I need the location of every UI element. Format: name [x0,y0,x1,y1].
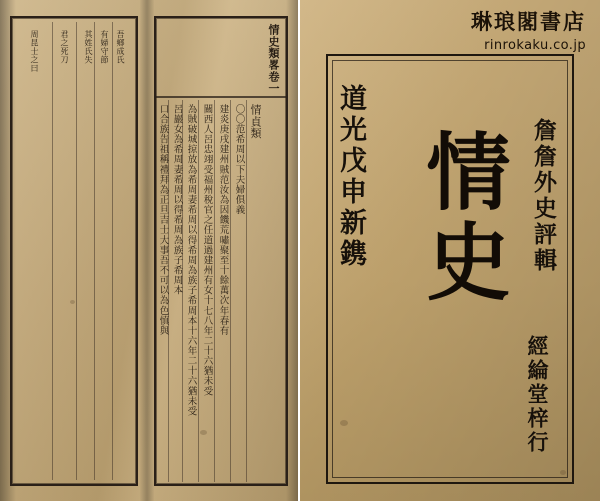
text-column: 其姓氏失 [84,30,93,64]
paper-speck [200,430,207,435]
section-title: 情貞類 [249,104,262,139]
paper-speck [340,420,348,426]
text-column: 吾鄉成氏 [116,30,125,64]
text-column: 君之死刀 [60,30,69,64]
text-column: 有婦守節 [100,30,109,64]
column-rule [182,100,183,482]
text-column: 口合族告祖稱禮拜為正旦吉士大事吾不可以為色慎與 [157,104,169,336]
column-rule [214,100,215,482]
text-column: 為賊破城掠放為希周妻希周以得希周為族子希周本十六年二十六猶未受 [185,104,197,417]
column-rule [52,22,53,480]
book-text-pages-photo [0,0,298,501]
page-gutter [140,0,154,501]
column-rule [168,100,169,482]
text-column: 〇〇范希周以下夫婦俱義 [233,104,245,215]
text-column: 周昆士之曰 [30,30,39,73]
book-cover-photo [300,0,600,501]
cover-main-title: 情史 [413,128,511,308]
cover-publisher-line: 經綸堂梓行 [525,335,549,455]
column-rule [230,100,231,482]
header-rule [154,96,288,98]
text-column: 關西人呂忠翊受福州稅官之任道過建州有女十七八年二十六猶未受 [201,104,213,397]
column-rule [94,22,95,480]
watermark [471,6,586,53]
column-rule [112,22,113,480]
paper-speck [70,300,75,304]
watermark-url: rinrokaku.co.jp [484,38,586,53]
column-rule [76,22,77,480]
cover-editor-line: 詹詹外史評輯 [530,118,556,274]
watermark-shop-name: 琳琅閣書店 [471,10,586,34]
page-header-title: 情史類畧卷一 [267,24,280,94]
text-column: 建炎庚戌建州賊范汝為因饑荒嘯聚至十餘萬次年春有 [217,104,229,336]
paper-speck [560,470,566,475]
text-column: 呂巖女為希周妻希周以得希周為族子希周本 [171,104,183,296]
column-rule [246,100,247,482]
cover-top-line: 道光戊申新鎸 [335,84,366,270]
column-rule [198,100,199,482]
